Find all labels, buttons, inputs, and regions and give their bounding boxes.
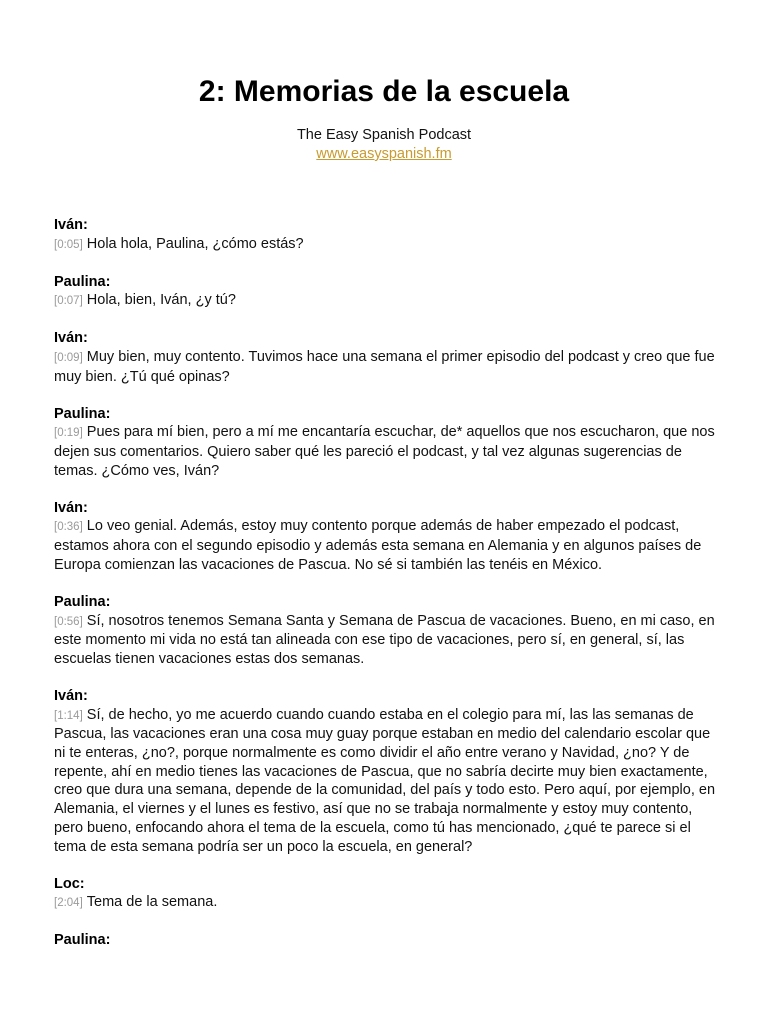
transcript-entry — [54, 329, 722, 386]
speaker-name: Paulina: — [54, 932, 111, 949]
utterance-text: Sí, de hecho, yo me acuerdo cuando cuando estaba en el colegio para mí, las las semanas de Pascua, las vacaciones eran una cosa muy guay porque estaban en medio del calendario escolar que ni te enteras, ¿no?, porque normalmente es como dividir el año entre verano y Navidad, ¿no? Y de repente, ahí en medio tienes las vacaciones de Pascua, que no sabría decirte muy bien exactamente, creo que dura una semana, depende de la comunidad, del país y todo esto. Pero aquí, por ejemplo, en Alemania, el viernes y el lunes es festivo, así que no se trabaja normalmente y estoy muy contento, pero bueno, enfocando ahora el tema de la escuela, como tú has mencionado, ¿qué te parece si el tema de esta semana podría ser un poco la escuela, en general? — [54, 706, 716, 855]
speaker-name: Paulina: — [54, 273, 111, 290]
utterance — [54, 517, 722, 574]
transcript — [54, 216, 722, 968]
utterance — [54, 423, 722, 480]
utterance-text: Muy bien, muy contento. Tuvimos hace una semana el primer episodio del podcast y creo que fue muy bien. ¿Tú qué opinas? — [54, 348, 715, 385]
speaker-name: Iván: — [54, 330, 88, 347]
speaker-name: Iván: — [54, 217, 88, 233]
utterance — [54, 348, 722, 386]
timestamp[interactable]: [0:19] — [54, 427, 83, 440]
transcript-entry — [54, 593, 722, 669]
utterance — [54, 612, 722, 669]
transcript-entry — [54, 687, 722, 856]
speaker-name: Loc: — [54, 875, 85, 892]
speaker-name: Iván: — [54, 688, 88, 705]
timestamp[interactable]: [0:05] — [54, 238, 83, 251]
speaker-name: Paulina: — [54, 594, 111, 611]
website-link[interactable]: www.easyspanish.fm — [316, 146, 452, 162]
utterance — [54, 893, 722, 913]
timestamp[interactable]: [0:07] — [54, 295, 83, 308]
timestamp[interactable]: [0:36] — [54, 521, 83, 534]
transcript-entry — [54, 216, 722, 254]
utterance — [54, 706, 722, 857]
utterance-text: Lo veo genial. Además, estoy muy contento porque además de haber empezado el podcast, estamos ahora con el segundo episodio y además esta semana en Alemania y en algunos países de Europa comienzan las vacaciones de Pascua. No sé si también las tenéis en México. — [54, 518, 702, 573]
transcript-entry — [54, 405, 722, 481]
transcript-entry — [54, 931, 722, 950]
utterance — [54, 291, 722, 311]
podcast-name: The Easy Spanish Podcast — [296, 127, 472, 143]
timestamp[interactable]: [0:09] — [54, 351, 83, 364]
transcript-entry — [54, 875, 722, 913]
website-link-container — [0, 145, 768, 163]
utterance — [54, 235, 722, 255]
utterance-text: Pues para mí bien, pero a mí me encantaría escuchar, de* aquellos que nos escucharon, que nos dejen sus comentarios. Quiero saber qué les pareció el podcast, y tal vez algunas sugerencias de temas. ¿Cómo ves, Iván? — [54, 424, 715, 479]
timestamp[interactable]: [1:14] — [54, 709, 83, 722]
speaker-name: Paulina: — [54, 405, 111, 422]
utterance-text: Hola hola, Paulina, ¿cómo estás? — [86, 235, 304, 252]
utterance-text: Hola, bien, Iván, ¿y tú? — [86, 292, 236, 309]
transcript-entry — [54, 499, 722, 575]
transcript-entry — [54, 273, 722, 311]
timestamp[interactable]: [2:04] — [54, 897, 83, 910]
document-title: 2: Memorias de la escuela — [198, 75, 570, 108]
speaker-name: Iván: — [54, 499, 88, 516]
utterance-text: Tema de la semana. — [86, 894, 218, 911]
timestamp[interactable]: [0:56] — [54, 615, 83, 628]
utterance-text: Sí, nosotros tenemos Semana Santa y Semana de Pascua de vacaciones. Bueno, en mi caso, en este momento mi vida no está tan alineada con ese tipo de vacaciones, pero sí, en general, sí, las escuelas tienen vacaciones estas dos semanas. — [54, 612, 715, 667]
